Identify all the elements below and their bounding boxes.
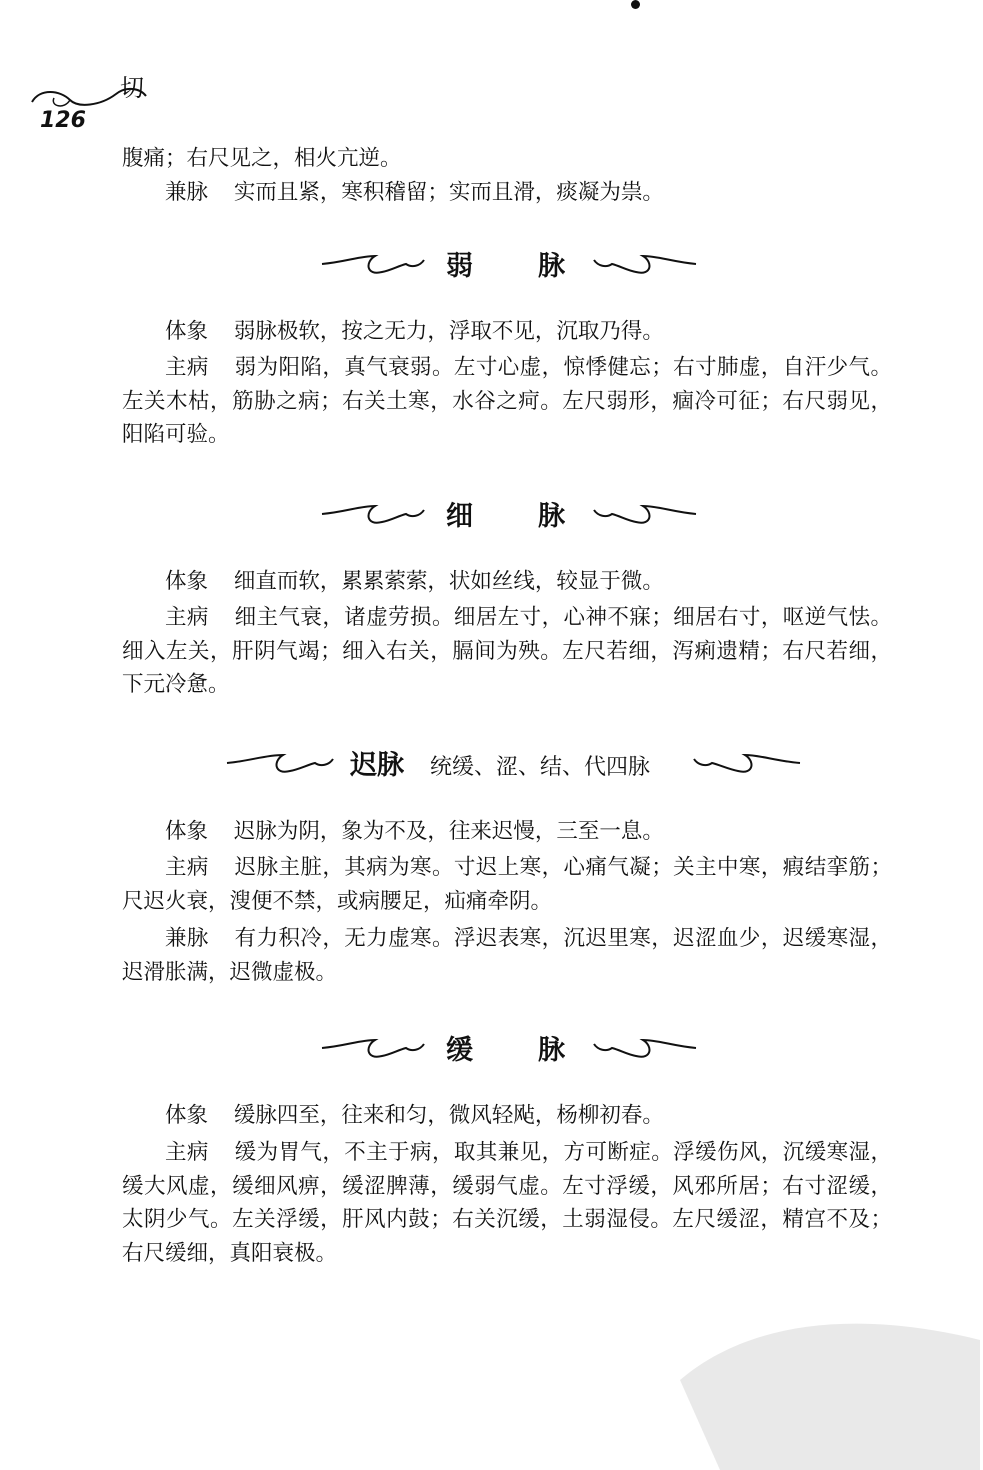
heading-flourish-left bbox=[320, 492, 430, 532]
top-dot bbox=[631, 0, 640, 9]
ruo-zhubing bbox=[122, 351, 892, 452]
heading-char-1: 缓 bbox=[446, 1035, 473, 1066]
heading-char-2: 脉 bbox=[538, 1035, 565, 1066]
huan-zhubing bbox=[122, 1136, 892, 1270]
heading-flourish-right bbox=[588, 1026, 698, 1066]
continuation-text: 腹痛；右尺见之，相火亢逆。 bbox=[122, 146, 402, 171]
para-text: 迟脉为阴，象为不及，往来迟慢，三至一息。 bbox=[233, 819, 664, 844]
para-text: 实而且紧，寒积稽留；实而且滑，痰凝为祟。 bbox=[233, 180, 664, 205]
section-heading-huan bbox=[0, 1026, 983, 1070]
para-label: 体象 bbox=[165, 1103, 209, 1128]
huan-tixiang bbox=[122, 1099, 892, 1133]
xi-zhubing bbox=[122, 601, 892, 702]
prev-jianmai bbox=[122, 176, 892, 210]
heading-flourish-right bbox=[688, 741, 803, 781]
para-label: 体象 bbox=[165, 569, 209, 594]
library-stamp-watermark bbox=[660, 1300, 983, 1470]
para-text: 弱脉极软，按之无力，浮取不见，沉取乃得。 bbox=[233, 319, 664, 344]
heading-flourish-left bbox=[225, 741, 340, 781]
para-label: 主病 bbox=[165, 605, 209, 630]
ruo-tixiang bbox=[122, 315, 892, 349]
heading-flourish-right bbox=[588, 492, 698, 532]
para-text: 细直而软，累累萦萦，状如丝线，较显于微。 bbox=[233, 569, 664, 594]
para-label: 体象 bbox=[165, 819, 209, 844]
chi-zhubing bbox=[122, 851, 892, 918]
heading-char-2: 脉 bbox=[538, 501, 565, 532]
para-text: 细主气衰，诸虚劳损。细居左寸，心神不寐；细居右寸，呕逆气怯。细入左关，肝阴气竭；细入右关，膈间为殃。左尺若细，泻痢遗精；右尺若细，下元冷惫。 bbox=[122, 605, 892, 697]
para-text: 缓为胃气，不主于病，取其兼见，方可断症。浮缓伤风，沉缓寒湿，缓大风虚，缓细风痹，缓涩脾薄，缓弱气虚。左寸浮缓，风邪所居；右寸涩缓，太阴少气。左关浮缓，肝风内鼓；右关沉缓，土弱湿侵。左尺缓涩，精宫不及；右尺缓细，真阳衰极。 bbox=[122, 1140, 892, 1266]
para-label: 体象 bbox=[165, 319, 209, 344]
para-text: 有力积冷，无力虚寒。浮迟表寒，沉迟里寒，迟涩血少，迟缓寒湿，迟滑胀满，迟微虚极。 bbox=[122, 926, 892, 985]
para-label: 兼脉 bbox=[165, 926, 209, 951]
para-label: 主病 bbox=[165, 355, 209, 380]
section-heading-ruo bbox=[0, 242, 983, 286]
section-heading-chi bbox=[0, 741, 983, 785]
page-number: 126 bbox=[40, 108, 86, 133]
heading-char-2: 脉 bbox=[538, 251, 565, 282]
chi-tixiang bbox=[122, 815, 892, 849]
page-header bbox=[30, 60, 230, 140]
xi-tixiang bbox=[122, 565, 892, 599]
para-label: 主病 bbox=[165, 855, 209, 880]
chi-jianmai bbox=[122, 922, 892, 989]
heading-flourish-left bbox=[320, 1026, 430, 1066]
heading-title bbox=[350, 743, 650, 782]
heading-char-1: 细 bbox=[446, 501, 473, 532]
heading-flourish-left bbox=[320, 242, 430, 282]
para-text: 弱为阳陷，真气衰弱。左寸心虚，惊悸健忘；右寸肺虚，自汗少气。左关木枯，筋胁之病；右关土寒，水谷之疴。左尺弱形，痼冷可征；右尺弱见，阳陷可验。 bbox=[122, 355, 892, 447]
para-text: 缓脉四至，往来和匀，微风轻飐，杨柳初春。 bbox=[233, 1103, 664, 1128]
heading-char-1: 弱 bbox=[446, 251, 473, 282]
section-heading-xi bbox=[0, 492, 983, 536]
para-label: 主病 bbox=[165, 1140, 209, 1165]
heading-subtitle: 统缓、涩、结、代四脉 bbox=[430, 755, 651, 780]
heading-flourish-right bbox=[588, 242, 698, 282]
heading-main: 迟脉 bbox=[350, 750, 404, 781]
chapter-title: 切 bbox=[120, 74, 144, 102]
para-text: 迟脉主脏，其病为寒。寸迟上寒，心痛气凝；关主中寒，瘕结挛筋；尺迟火衰，溲便不禁，或病腰足，疝痛牵阴。 bbox=[122, 855, 892, 914]
para-label: 兼脉 bbox=[165, 180, 209, 205]
